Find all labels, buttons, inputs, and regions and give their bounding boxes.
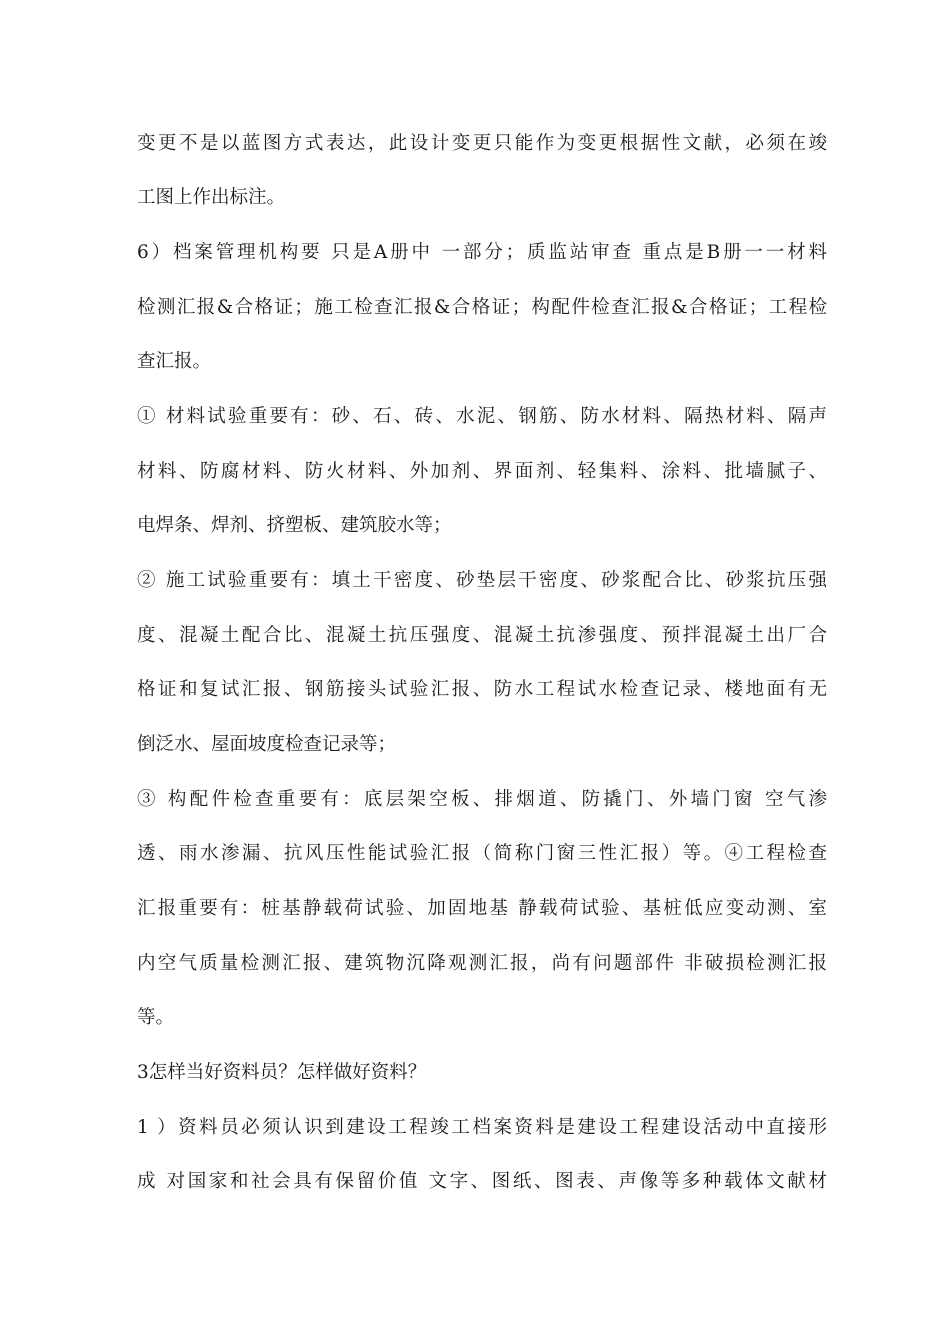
text-line: 检测汇报&合格证；施工检查汇报&合格证；构配件检查汇报&合格证；工程检 bbox=[137, 297, 827, 318]
text-line: 1 ）资料员必须认识到建设工程竣工档案资料是建设工程建设活动中直接形 bbox=[137, 1117, 827, 1138]
text-line: 倒泛水、屋面坡度检查记录等； bbox=[137, 734, 397, 755]
text-line: 6）档案管理机构要 只是A册中 一部分；质监站审查 重点是B册一一材料 bbox=[137, 242, 827, 263]
text-line: 电焊条、焊剂、挤塑板、建筑胶水等； bbox=[137, 515, 452, 536]
text-line: 汇报重要有：桩基静载荷试验、加固地基 静载荷试验、基桩低应变动测、室 bbox=[137, 898, 827, 919]
text-line: 查汇报。 bbox=[137, 351, 212, 372]
text-line: 工图上作出标注。 bbox=[137, 187, 286, 208]
text-line: ② 施工试验重要有：填土干密度、砂垫层干密度、砂浆配合比、砂浆抗压强 bbox=[137, 570, 827, 591]
text-line: 度、混凝土配合比、混凝土抗压强度、混凝土抗渗强度、预拌混凝土出厂合 bbox=[137, 625, 827, 646]
text-line: 透、雨水渗漏、抗风压性能试验汇报（简称门窗三性汇报）等。④工程检查 bbox=[137, 843, 827, 864]
text-line: ① 材料试验重要有：砂、石、砖、水泥、钢筋、防水材料、隔热材料、隔声 bbox=[137, 406, 827, 427]
text-line: 格证和复试汇报、钢筋接头试验汇报、防水工程试水检查记录、楼地面有无 bbox=[137, 679, 827, 700]
text-line: ③ 构配件检查重要有：底层架空板、排烟道、防撬门、外墙门窗 空气渗 bbox=[137, 789, 827, 810]
text-line: 材料、防腐材料、防火材料、外加剂、界面剂、轻集料、涂料、批墙腻子、 bbox=[137, 461, 827, 482]
text-line: 变更不是以蓝图方式表达，此设计变更只能作为变更根据性文献，必须在竣 bbox=[137, 133, 827, 154]
section-heading: 3怎样当好资料员？怎样做好资料？ bbox=[137, 1062, 427, 1083]
text-line: 等。 bbox=[137, 1007, 175, 1028]
text-line: 内空气质量检测汇报、建筑物沉降观测汇报，尚有问题部件 非破损检测汇报 bbox=[137, 953, 827, 974]
text-line: 成 对国家和社会具有保留价值 文字、图纸、图表、声像等多种载体文献材 bbox=[137, 1171, 827, 1192]
